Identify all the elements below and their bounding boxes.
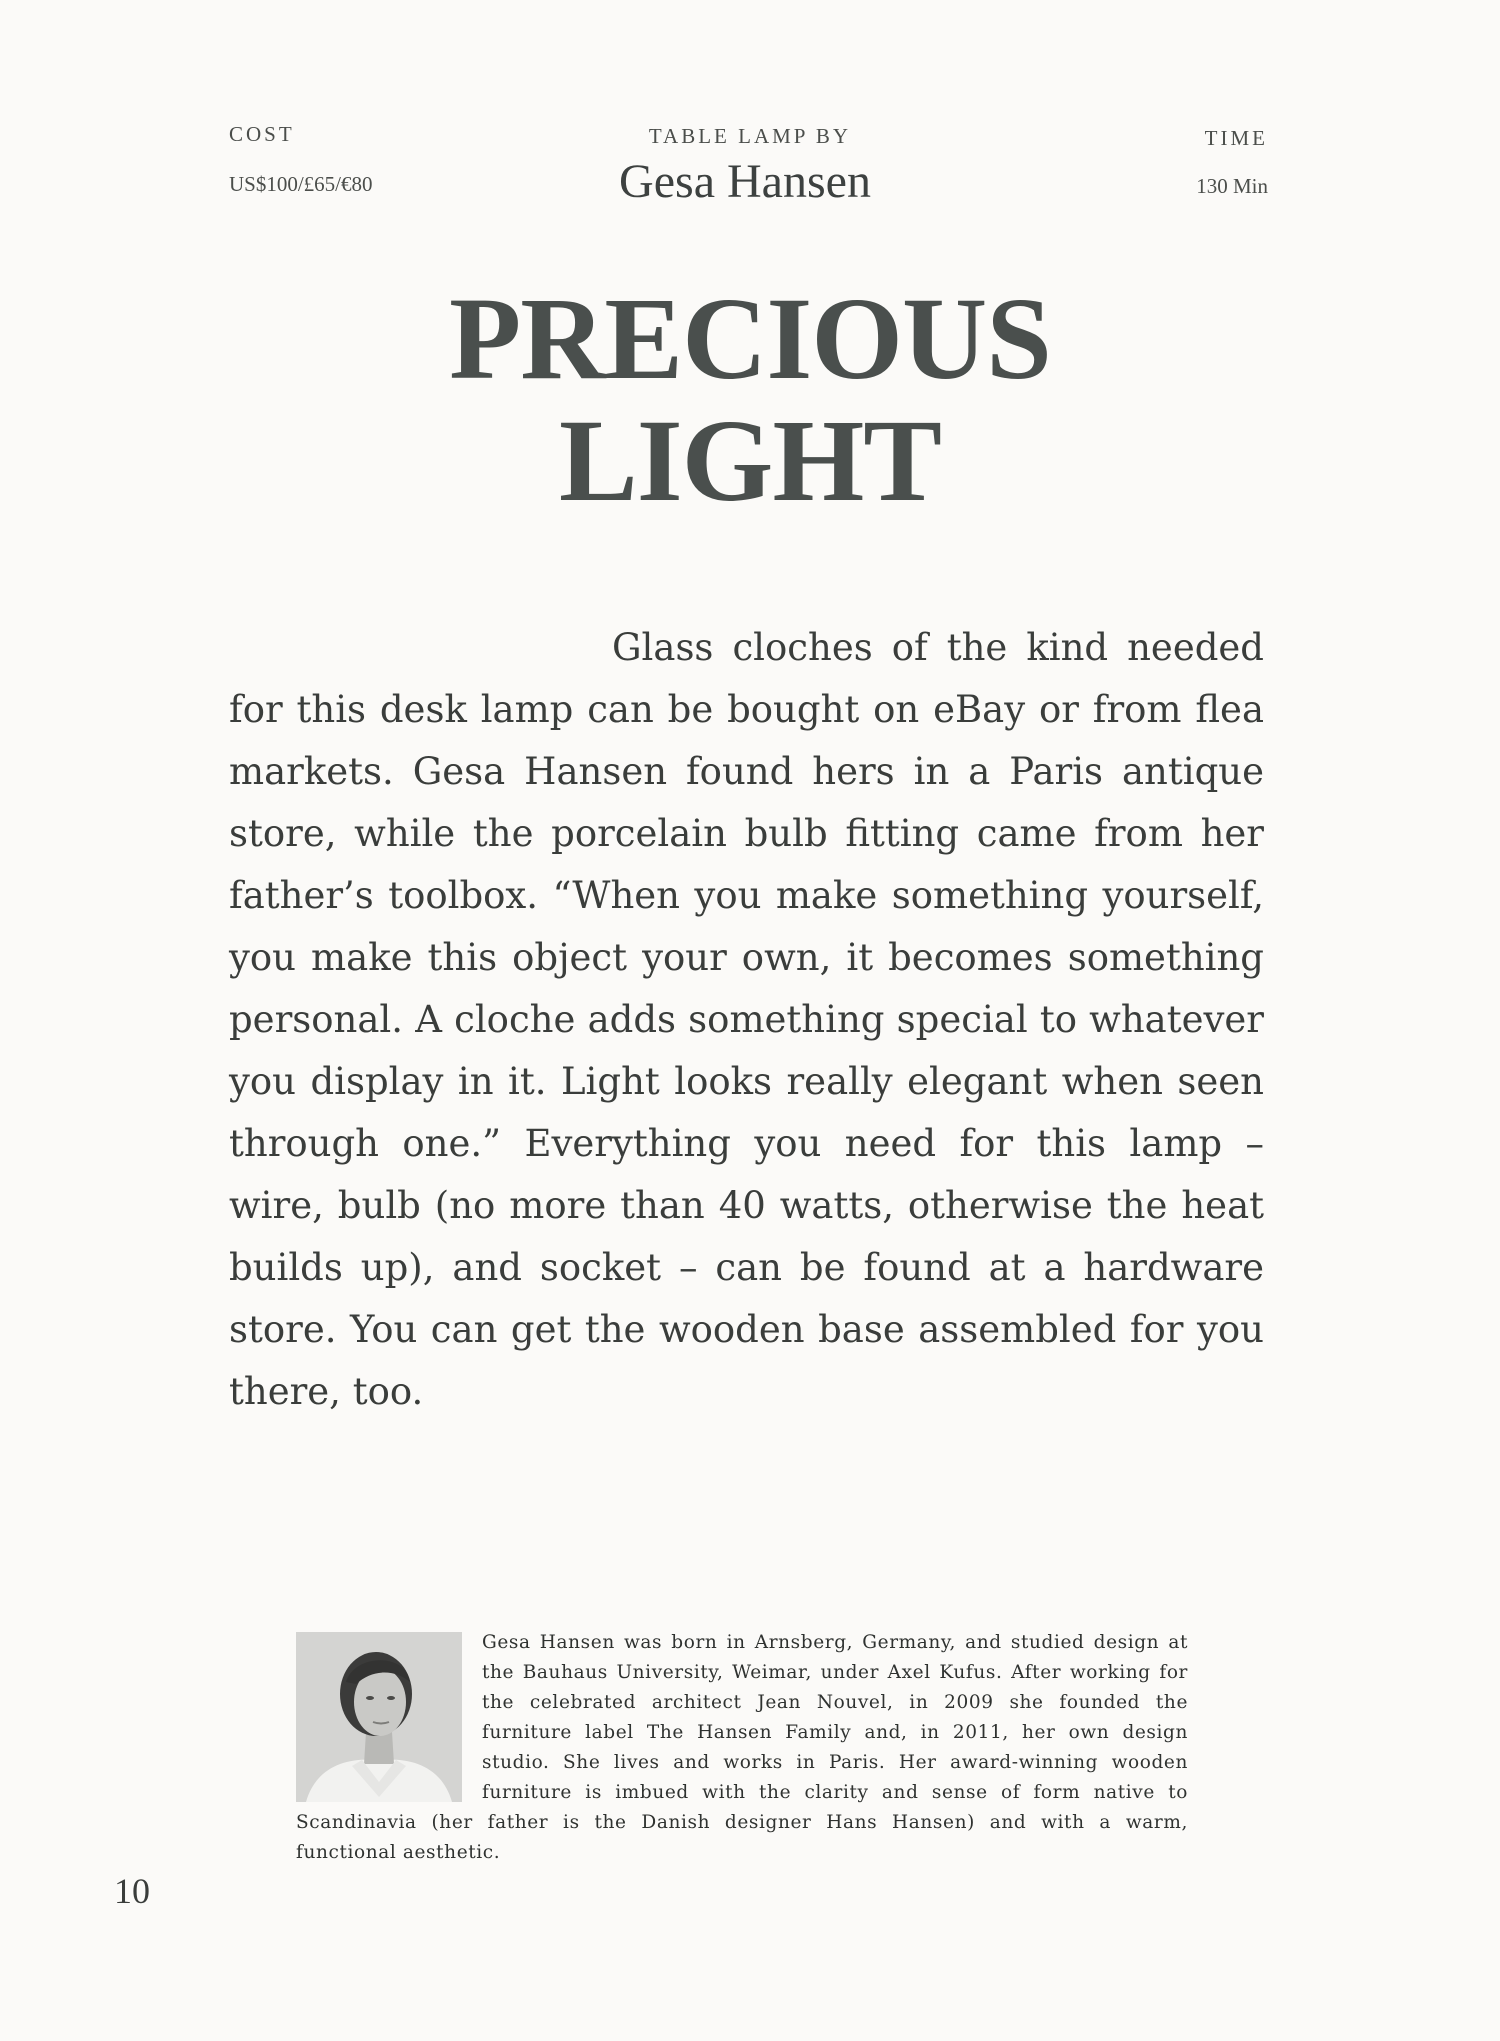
time-label: TIME [1204, 126, 1268, 150]
body-paragraph: Glass cloches of the kind needed for this desk lamp can be bought on eBay or from flea markets. Gesa Hansen found hers in a Paris antique store, while the porcelain bulb fitting came from her father’s toolbox. “When you make something yourself, you make this object your own, it becomes something personal. A cloche adds something special to whatever you display in it. Light looks really elegant when seen through one.” Everything you need for this lamp – wire, bulb (no more than 40 watts, otherwise the heat builds up), and socket – can be found at a hardware store. You can get the wooden base assembled for you there, too. [229, 626, 1264, 1413]
designer-bio [296, 1628, 1188, 1868]
title-line-1: PRECIOUS [449, 273, 1051, 404]
time-value: 130 Min [1196, 174, 1268, 198]
type-label: TABLE LAMP BY [648, 124, 852, 148]
designer-name: Gesa Hansen [619, 155, 871, 208]
designer-portrait-photo [296, 1632, 462, 1802]
cost-value: US$100/£65/€80 [229, 172, 373, 196]
page-title [0, 273, 1500, 526]
designer-bio-text: Gesa Hansen was born in Arnsberg, Germany, and studied design at the Bauhaus University, Weimar, under Axel Kufus. After working for the celebrated architect Jean Nouvel, in 2009 she founded the furniture label The Hansen Family and, in 2011, her own design studio. She lives and works in Paris. Her award-winning wooden furniture is imbued with the clarity and sense of form native to Scandinavia (her father is the Danish designer Hans Hansen) and with a warm, functional aesthetic. [296, 1632, 1188, 1863]
page-number: 10 [114, 1871, 150, 1911]
title-line-2: LIGHT [559, 395, 941, 526]
cost-label: COST [229, 122, 295, 146]
